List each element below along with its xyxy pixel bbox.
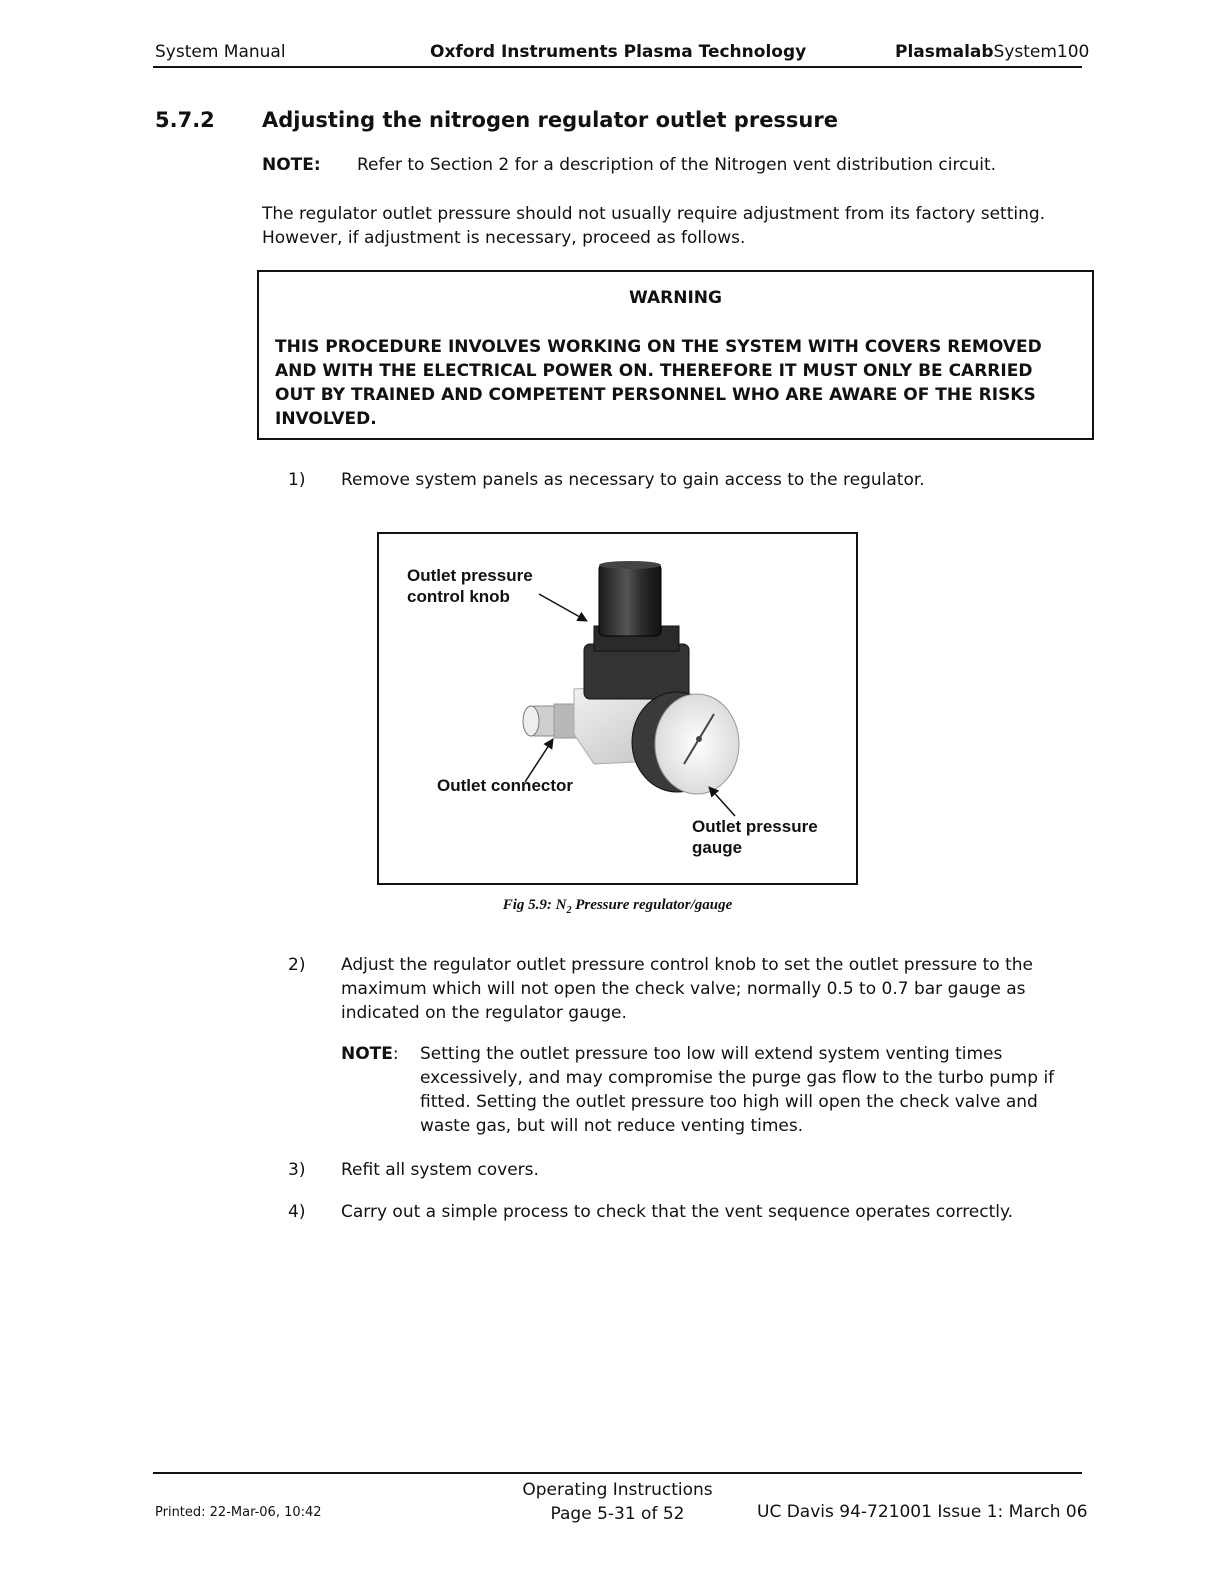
- section-number: 5.7.2: [155, 108, 215, 132]
- step-number: 1): [288, 470, 306, 490]
- header-divider: [153, 66, 1082, 68]
- figure-regulator: [377, 532, 858, 885]
- step-text: Carry out a simple process to check that the vent sequence operates correctly.: [341, 1202, 1014, 1222]
- note-label: [341, 1042, 399, 1066]
- caption-prefix: Fig 5.9: N: [502, 897, 567, 913]
- warning-box: [257, 270, 1094, 440]
- header-product-regular: System100: [993, 42, 1090, 62]
- label-outlet-connector: Outlet connector: [437, 776, 574, 795]
- label-pressure-gauge: [692, 816, 818, 858]
- label-pressure-gauge-line1: Outlet pressure: [692, 817, 818, 836]
- knob-arrow: [539, 594, 587, 621]
- control-knob-illustration: [599, 561, 661, 636]
- intro-paragraph: The regulator outlet pressure should not usually require adjustment from its factory setting. However, if adjustment is necessary, proceed as follows.: [262, 204, 1046, 248]
- label-pressure-gauge-line2: gauge: [692, 838, 743, 857]
- note-label: NOTE:: [262, 155, 321, 175]
- note-label-text: NOTE: [341, 1044, 393, 1064]
- step-number: 3): [288, 1160, 306, 1180]
- warning-title: WARNING: [629, 288, 722, 308]
- label-control-knob: [407, 565, 533, 607]
- footer-page-number: Page 5-31 of 52: [550, 1504, 685, 1524]
- step-text: Remove system panels as necessary to gain access to the regulator.: [341, 470, 925, 490]
- label-control-knob-line1: Outlet pressure: [407, 566, 533, 585]
- step-text: Refit all system covers.: [341, 1160, 539, 1180]
- step-text: Adjust the regulator outlet pressure control knob to set the outlet pressure to the maximum which will not open the check valve; normally 0.5 to 0.7 bar gauge as indicated on the regulator gauge.: [341, 955, 1034, 1023]
- warning-text: THIS PROCEDURE INVOLVES WORKING ON THE SYSTEM WITH COVERS REMOVED AND WITH THE ELECTRICAL POWER ON. THEREFORE IT MUST ONLY BE CARRIED OUT BY TRAINED AND COMPETENT PERSONNEL WHO ARE AWARE OF THE RISKS INVOLVED.: [275, 337, 1042, 429]
- footer-document-type: Operating Instructions: [522, 1480, 713, 1500]
- footer-document-id: UC Davis 94-721001 Issue 1: March 06: [757, 1502, 1088, 1522]
- figure-caption: [377, 897, 858, 916]
- step-number: 4): [288, 1202, 306, 1222]
- step-number: 2): [288, 955, 306, 975]
- note-text: Refer to Section 2 for a description of the Nitrogen vent distribution circuit.: [357, 155, 997, 175]
- caption-suffix: Pressure regulator/gauge: [571, 897, 733, 913]
- note-text: Setting the outlet pressure too low will extend system venting times excessively, and may compromise the purge gas flow to the turbo pump if fitted. Setting the outlet pressure too high will open the check valve and waste gas, but will not reduce venting times.: [420, 1044, 1055, 1136]
- header-product-bold: Plasmalab: [895, 42, 994, 62]
- label-control-knob-line2: control knob: [407, 587, 510, 606]
- pressure-gauge-illustration: [632, 692, 739, 794]
- footer-divider: [153, 1472, 1082, 1474]
- section-title: Adjusting the nitrogen regulator outlet pressure: [262, 108, 838, 132]
- footer-printed-date: Printed: 22-Mar-06, 10:42: [155, 1505, 322, 1520]
- note-label-colon: :: [392, 1044, 399, 1064]
- header-product: [895, 42, 1089, 62]
- gauge-arrow: [709, 787, 735, 816]
- header-manual-title: System Manual: [155, 42, 286, 62]
- header-company: Oxford Instruments Plasma Technology: [430, 42, 807, 62]
- caption-subscript: 2: [566, 905, 572, 916]
